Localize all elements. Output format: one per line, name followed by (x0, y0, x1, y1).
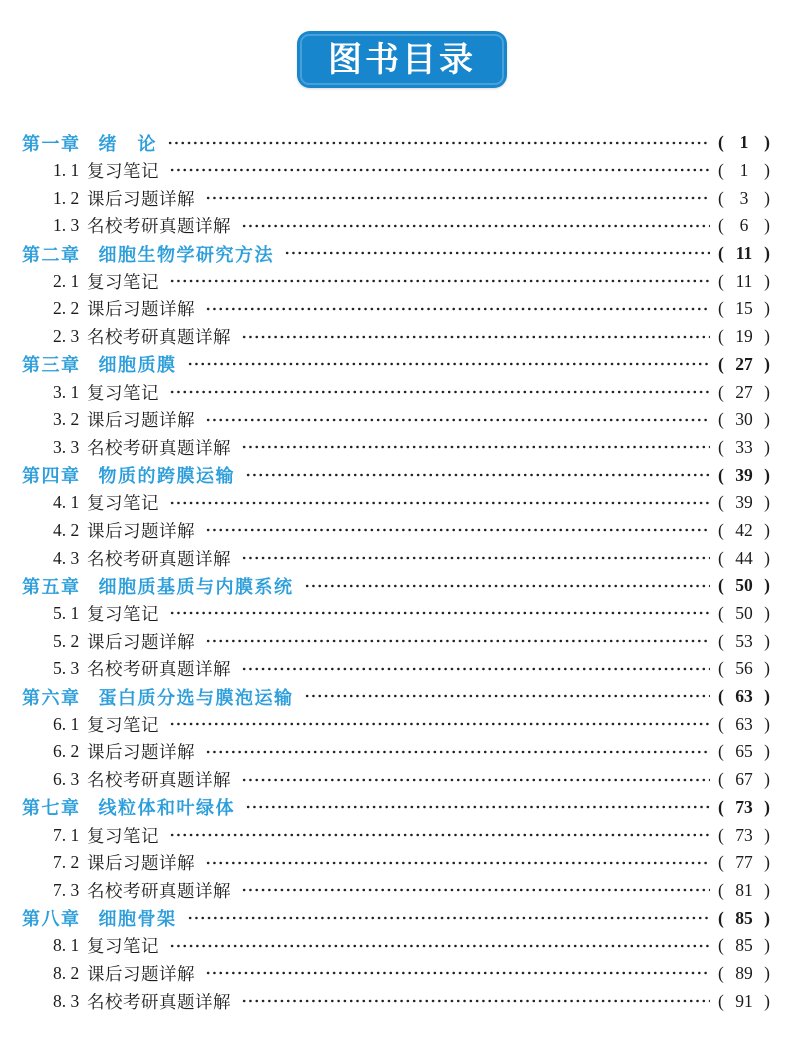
paren-close: ) (764, 353, 770, 374)
page-value: 73 (735, 796, 753, 817)
section-page-number (718, 603, 770, 624)
paren-close: ) (764, 879, 770, 900)
paren-close: ) (764, 464, 770, 485)
paren-open: ( (718, 519, 724, 540)
section-page-number (718, 825, 770, 846)
paren-open: ( (718, 575, 724, 596)
page-value: 44 (735, 547, 753, 568)
paren-close: ) (764, 187, 770, 208)
paren-open: ( (718, 769, 724, 790)
section-page-number (718, 769, 770, 790)
dot-leader (241, 655, 710, 683)
paren-close: ) (764, 962, 770, 983)
dot-leader (205, 184, 710, 212)
chapter-title: 物质的跨膜运输 (98, 466, 235, 487)
chapter-title: 细胞生物学研究方法 (98, 244, 274, 265)
paren-open: ( (718, 436, 724, 457)
section-number: 1. 1 (53, 160, 80, 181)
section-number: 8. 1 (53, 935, 80, 956)
toc-chapter-row (22, 572, 770, 600)
section-page-number (718, 631, 770, 652)
section-title: 名校考研真题详解 (87, 770, 231, 791)
toc-section-row (22, 184, 770, 212)
section-number: 2. 2 (53, 298, 80, 319)
section-page-number (718, 852, 770, 873)
dot-leader (187, 351, 711, 379)
chapter-title: 绪 论 (98, 133, 157, 154)
section-number: 5. 3 (53, 658, 80, 679)
toc-section-row (22, 987, 770, 1015)
toc-section-row (22, 849, 770, 877)
section-title: 课后习题详解 (87, 410, 195, 431)
section-number: 2. 1 (53, 270, 80, 291)
section-number: 8. 3 (53, 990, 80, 1011)
dot-leader (169, 932, 710, 960)
paren-open: ( (718, 879, 724, 900)
paren-close: ) (764, 409, 770, 430)
toc-chapter-row (22, 794, 770, 822)
paren-close: ) (764, 796, 770, 817)
section-number: 5. 1 (53, 603, 80, 624)
dot-leader (169, 157, 710, 185)
section-number: 6. 1 (53, 713, 80, 734)
page-value: 85 (735, 935, 753, 956)
dot-leader (169, 600, 710, 628)
paren-open: ( (718, 852, 724, 873)
toc-section-row (22, 655, 770, 683)
dot-leader (241, 323, 710, 351)
chapter-page-number (718, 243, 770, 264)
toc-chapter-row (22, 904, 770, 932)
paren-open: ( (718, 686, 724, 707)
section-page-number (718, 548, 770, 569)
toc-section-row (22, 378, 770, 406)
paren-close: ) (764, 492, 770, 513)
section-page-number (718, 741, 770, 762)
page-value: 11 (735, 243, 753, 264)
page-value: 19 (735, 326, 753, 347)
section-number: 3. 1 (53, 381, 80, 402)
chapter-number: 第七章 (22, 798, 81, 819)
chapter-title: 蛋白质分选与膜泡运输 (98, 687, 294, 708)
section-page-number (718, 492, 770, 513)
dot-leader (187, 904, 711, 932)
toc-section-row (22, 766, 770, 794)
paren-close: ) (764, 547, 770, 568)
paren-open: ( (718, 160, 724, 181)
dot-leader (304, 683, 711, 711)
section-page-number (718, 437, 770, 458)
dot-leader (169, 489, 710, 517)
paren-close: ) (764, 381, 770, 402)
section-title: 复习笔记 (87, 825, 159, 846)
section-title: 课后习题详解 (87, 520, 195, 541)
chapter-number: 第五章 (22, 576, 81, 597)
page-value: 91 (735, 990, 753, 1011)
page-value: 15 (735, 298, 753, 319)
section-title: 复习笔记 (87, 271, 159, 292)
paren-close: ) (764, 769, 770, 790)
chapter-number: 第六章 (22, 687, 81, 708)
chapter-title: 细胞质膜 (98, 355, 177, 376)
dot-leader (241, 544, 710, 572)
page-value: 11 (735, 270, 753, 291)
toc-section-row (22, 157, 770, 185)
toc-section-row (22, 738, 770, 766)
toc-section-row (22, 544, 770, 572)
dot-leader (169, 710, 710, 738)
dot-leader (241, 212, 710, 240)
paren-open: ( (718, 464, 724, 485)
section-page-number (718, 271, 770, 292)
toc-section-row (22, 600, 770, 628)
page-value: 89 (735, 962, 753, 983)
dot-leader (245, 461, 710, 489)
toc-section-row (22, 627, 770, 655)
section-title: 课后习题详解 (87, 963, 195, 984)
toc-section-row (22, 489, 770, 517)
section-number: 3. 2 (53, 409, 80, 430)
page-value: 27 (735, 381, 753, 402)
dot-leader (167, 129, 710, 157)
toc-section-row (22, 877, 770, 905)
dot-leader (241, 987, 710, 1015)
section-page-number (718, 409, 770, 430)
dot-leader (205, 849, 710, 877)
dot-leader (205, 738, 710, 766)
chapter-number: 第一章 (22, 133, 81, 154)
section-page-number (718, 658, 770, 679)
section-number: 7. 2 (53, 852, 80, 873)
section-page-number (718, 382, 770, 403)
page-value: 65 (735, 741, 753, 762)
section-number: 3. 3 (53, 436, 80, 457)
paren-close: ) (764, 630, 770, 651)
paren-open: ( (718, 326, 724, 347)
toc-section-row (22, 406, 770, 434)
chapter-title: 线粒体和叶绿体 (98, 798, 235, 819)
paren-close: ) (764, 132, 770, 153)
page-value: 67 (735, 769, 753, 790)
dot-leader (205, 627, 710, 655)
paren-open: ( (718, 187, 724, 208)
dot-leader (241, 766, 710, 794)
section-number: 5. 2 (53, 630, 80, 651)
section-page-number (718, 963, 770, 984)
chapter-title: 细胞骨架 (98, 909, 177, 930)
paren-open: ( (718, 409, 724, 430)
paren-close: ) (764, 658, 770, 679)
paren-close: ) (764, 270, 770, 291)
section-number: 7. 1 (53, 824, 80, 845)
dot-leader (304, 572, 711, 600)
dot-leader (205, 406, 710, 434)
paren-close: ) (764, 603, 770, 624)
dot-leader (205, 295, 710, 323)
paren-open: ( (718, 381, 724, 402)
paren-open: ( (718, 824, 724, 845)
page-value: 50 (735, 603, 753, 624)
section-page-number (718, 935, 770, 956)
chapter-page-number (718, 132, 770, 153)
chapter-number: 第八章 (22, 909, 81, 930)
paren-close: ) (764, 160, 770, 181)
page-value: 56 (735, 658, 753, 679)
toc-section-row (22, 295, 770, 323)
paren-open: ( (718, 492, 724, 513)
section-title: 课后习题详解 (87, 631, 195, 652)
page-value: 3 (739, 187, 749, 208)
section-title: 名校考研真题详解 (87, 437, 231, 458)
chapter-title: 细胞质基质与内膜系统 (98, 576, 294, 597)
section-number: 7. 3 (53, 879, 80, 900)
toc-chapter-row (22, 351, 770, 379)
section-title: 复习笔记 (87, 714, 159, 735)
toc-chapter-row (22, 683, 770, 711)
paren-open: ( (718, 741, 724, 762)
chapter-number: 第二章 (22, 244, 81, 265)
page-value: 42 (735, 519, 753, 540)
section-page-number (718, 298, 770, 319)
chapter-page-number (718, 465, 770, 486)
section-number: 8. 2 (53, 962, 80, 983)
catalog-title-banner (297, 31, 507, 88)
paren-open: ( (718, 935, 724, 956)
dot-leader (284, 240, 710, 268)
paren-close: ) (764, 243, 770, 264)
page-value: 27 (735, 353, 753, 374)
paren-open: ( (718, 547, 724, 568)
toc-section-row (22, 517, 770, 545)
page-value: 30 (735, 409, 753, 430)
toc-section-row (22, 710, 770, 738)
paren-open: ( (718, 796, 724, 817)
paren-close: ) (764, 686, 770, 707)
section-title: 复习笔记 (87, 604, 159, 625)
section-title: 复习笔记 (87, 382, 159, 403)
chapter-number: 第四章 (22, 466, 81, 487)
dot-leader (169, 821, 710, 849)
section-number: 4. 1 (53, 492, 80, 513)
paren-open: ( (718, 298, 724, 319)
page-value: 53 (735, 630, 753, 651)
chapter-page-number (718, 354, 770, 375)
page-title: 图书目录 (328, 40, 476, 79)
section-title: 名校考研真题详解 (87, 548, 231, 569)
page-value: 63 (735, 686, 753, 707)
section-number: 4. 2 (53, 519, 80, 540)
paren-open: ( (718, 270, 724, 291)
chapter-page-number (718, 575, 770, 596)
page-value: 39 (735, 492, 753, 513)
paren-open: ( (718, 630, 724, 651)
section-number: 1. 2 (53, 187, 80, 208)
toc-section-row (22, 821, 770, 849)
paren-open: ( (718, 603, 724, 624)
section-page-number (718, 520, 770, 541)
page-value: 50 (735, 575, 753, 596)
page-value: 1 (739, 160, 749, 181)
paren-close: ) (764, 326, 770, 347)
chapter-page-number (718, 908, 770, 929)
dot-leader (205, 517, 710, 545)
section-page-number (718, 188, 770, 209)
page-value: 63 (735, 713, 753, 734)
section-number: 2. 3 (53, 326, 80, 347)
dot-leader (241, 434, 710, 462)
paren-open: ( (718, 713, 724, 734)
page-value: 39 (735, 464, 753, 485)
section-title: 名校考研真题详解 (87, 880, 231, 901)
section-number: 6. 3 (53, 769, 80, 790)
section-title: 课后习题详解 (87, 299, 195, 320)
paren-close: ) (764, 519, 770, 540)
chapter-page-number (718, 686, 770, 707)
paren-close: ) (764, 741, 770, 762)
toc-chapter-row (22, 129, 770, 157)
paren-close: ) (764, 298, 770, 319)
page-value: 6 (739, 215, 749, 236)
paren-open: ( (718, 243, 724, 264)
section-number: 6. 2 (53, 741, 80, 762)
section-title: 复习笔记 (87, 493, 159, 514)
section-title: 课后习题详解 (87, 742, 195, 763)
toc-section-row (22, 212, 770, 240)
paren-open: ( (718, 990, 724, 1011)
paren-close: ) (764, 990, 770, 1011)
toc-section-row (22, 434, 770, 462)
page-value: 73 (735, 824, 753, 845)
paren-close: ) (764, 215, 770, 236)
dot-leader (241, 877, 710, 905)
toc-chapter-row (22, 461, 770, 489)
paren-open: ( (718, 962, 724, 983)
section-page-number (718, 160, 770, 181)
chapter-number: 第三章 (22, 355, 81, 376)
paren-close: ) (764, 575, 770, 596)
section-title: 名校考研真题详解 (87, 216, 231, 237)
chapter-page-number (718, 797, 770, 818)
section-title: 课后习题详解 (87, 188, 195, 209)
page-value: 81 (735, 879, 753, 900)
dot-leader (245, 794, 710, 822)
paren-open: ( (718, 353, 724, 374)
paren-open: ( (718, 215, 724, 236)
dot-leader (205, 960, 710, 988)
section-page-number (718, 215, 770, 236)
paren-close: ) (764, 907, 770, 928)
dot-leader (169, 267, 710, 295)
section-number: 1. 3 (53, 215, 80, 236)
dot-leader (169, 378, 710, 406)
section-title: 名校考研真题详解 (87, 659, 231, 680)
section-page-number (718, 326, 770, 347)
paren-open: ( (718, 132, 724, 153)
toc-list (0, 129, 790, 1015)
section-page-number (718, 991, 770, 1012)
paren-close: ) (764, 713, 770, 734)
page-value: 77 (735, 852, 753, 873)
page-value: 33 (735, 436, 753, 457)
section-title: 名校考研真题详解 (87, 327, 231, 348)
paren-open: ( (718, 658, 724, 679)
paren-close: ) (764, 824, 770, 845)
paren-close: ) (764, 935, 770, 956)
paren-close: ) (764, 436, 770, 457)
toc-section-row (22, 323, 770, 351)
section-title: 名校考研真题详解 (87, 991, 231, 1012)
toc-section-row (22, 960, 770, 988)
paren-open: ( (718, 907, 724, 928)
paren-close: ) (764, 852, 770, 873)
section-title: 课后习题详解 (87, 853, 195, 874)
toc-section-row (22, 932, 770, 960)
section-title: 复习笔记 (87, 936, 159, 957)
section-page-number (718, 714, 770, 735)
section-number: 4. 3 (53, 547, 80, 568)
toc-section-row (22, 267, 770, 295)
section-title: 复习笔记 (87, 161, 159, 182)
toc-chapter-row (22, 240, 770, 268)
page-value: 85 (735, 907, 753, 928)
section-page-number (718, 880, 770, 901)
page-value: 1 (739, 132, 749, 153)
